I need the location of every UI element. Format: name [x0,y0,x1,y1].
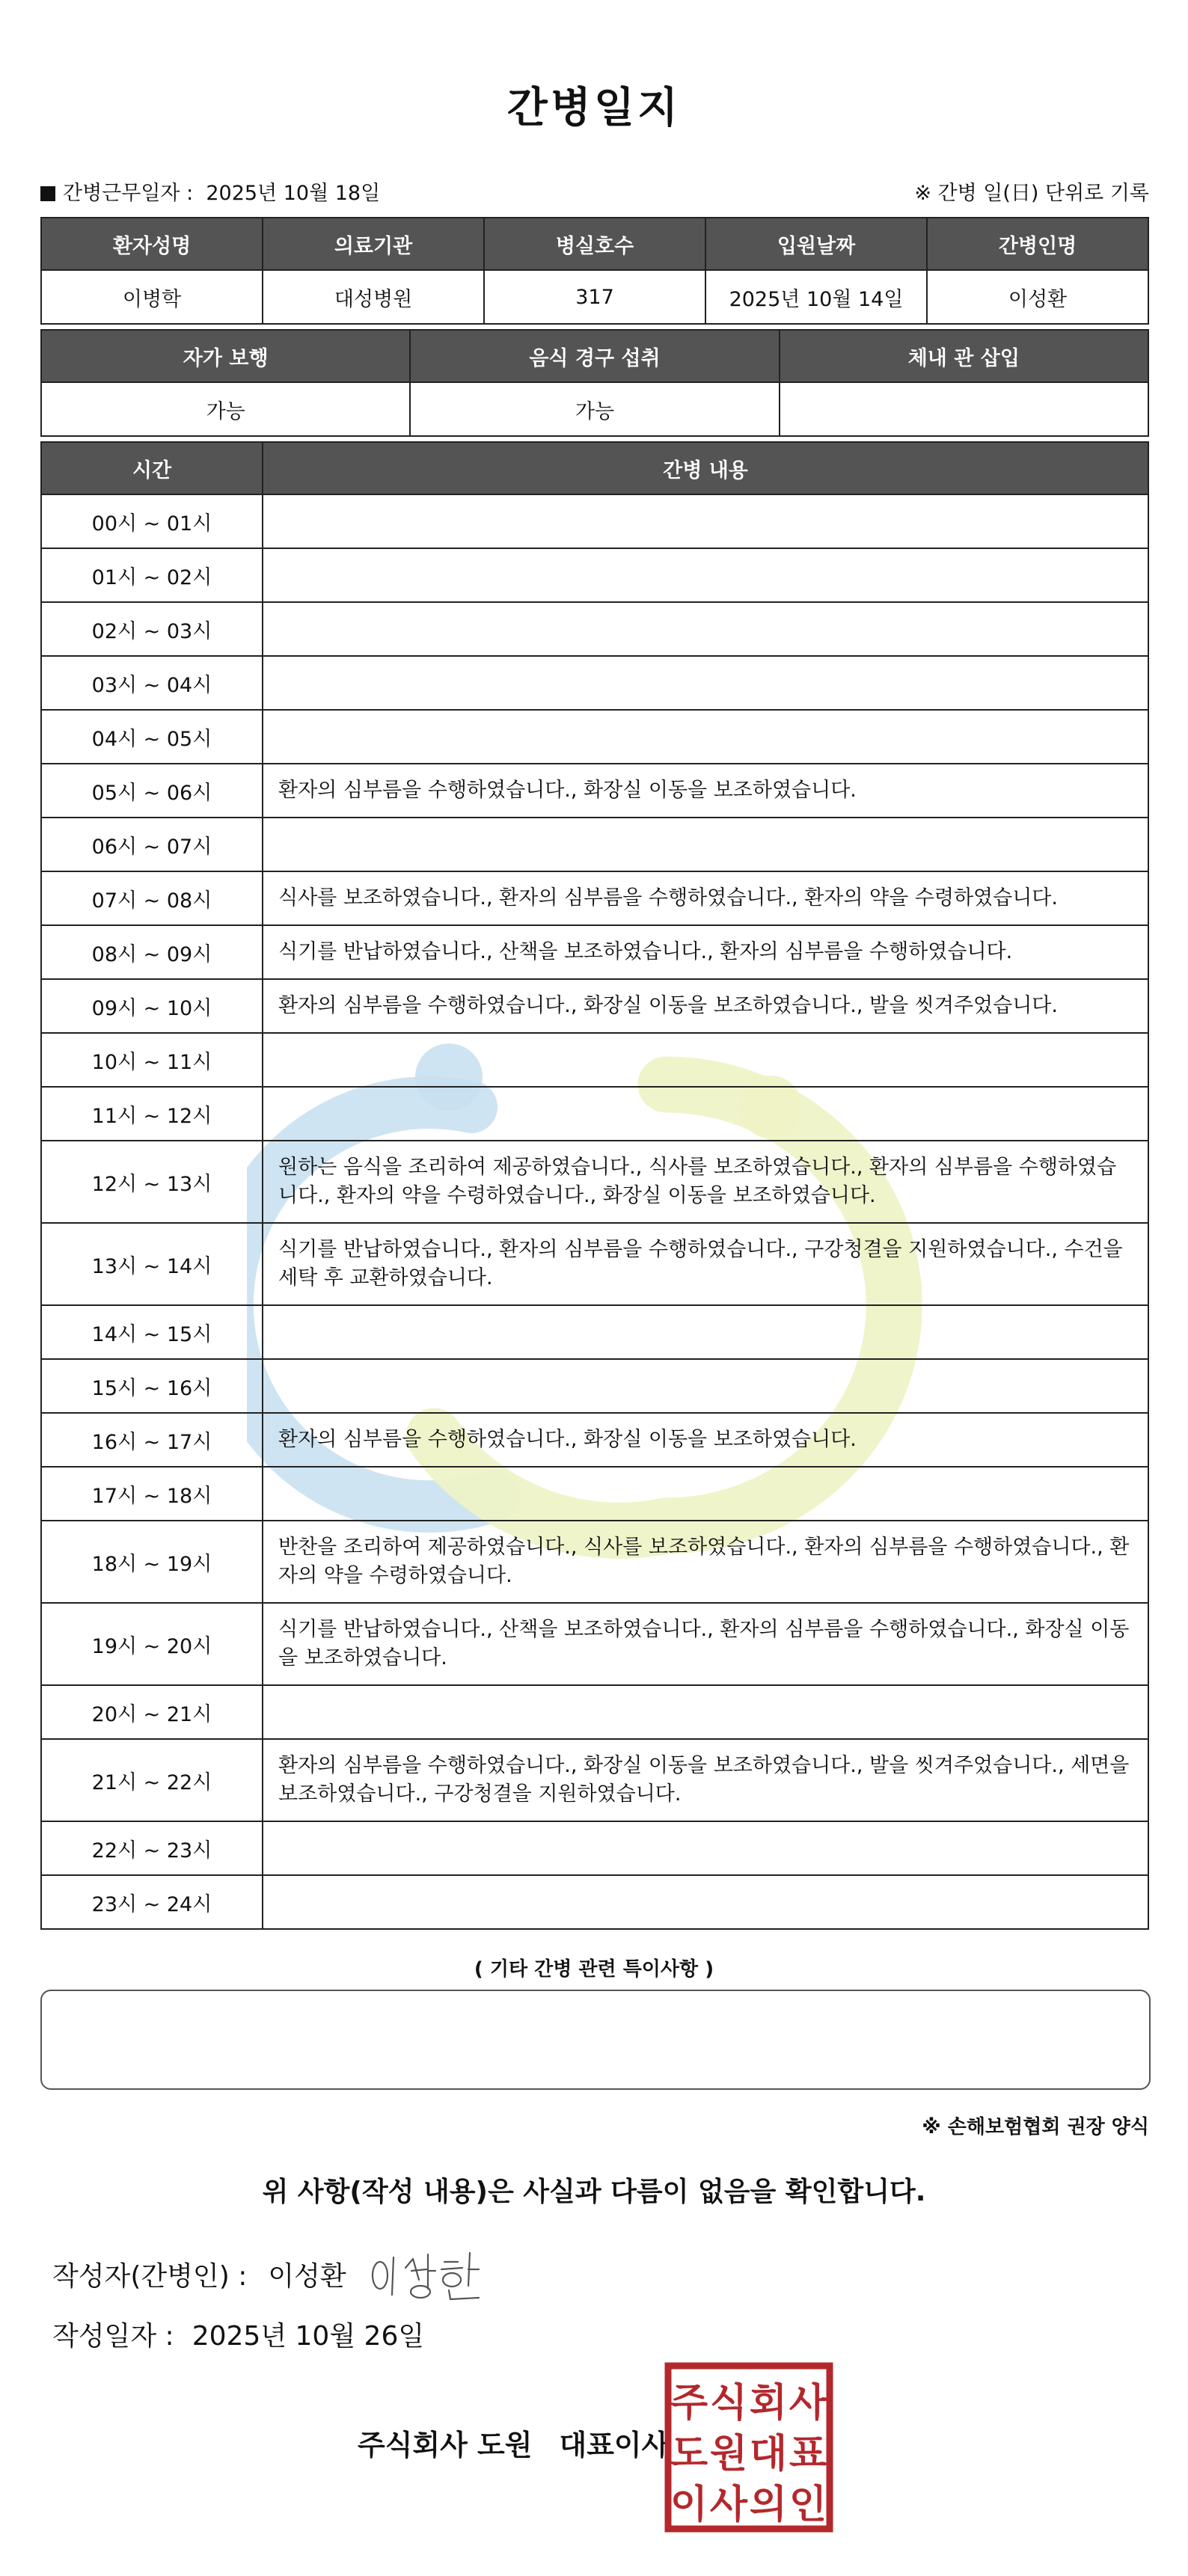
header-caregiver-name: 간병인명 [927,218,1148,270]
company-line [358,2422,669,2463]
row-care-content[interactable]: 환자의 심부름을 수행하였습니다., 화장실 이동을 보조하였습니다. [263,764,1148,818]
seal-character: 주 [670,2381,708,2426]
record-unit-note: ※ 간병 일(日) 단위로 기록 [914,182,1149,205]
company-name: 주식회사 도원 [358,2429,533,2462]
seal-character: 사 [709,2483,748,2527]
table-row [41,1223,1148,1305]
seal-character: 회 [749,2381,788,2426]
writer-label: 작성자(간병인) : [52,2261,248,2292]
table-row [41,1521,1148,1603]
table-row [41,979,1148,1033]
row-time: 15시 ~ 16시 [41,1359,263,1413]
row-time: 11시 ~ 12시 [41,1087,263,1141]
seal-character: 원 [709,2432,748,2477]
standard-form-note: ※ 손해보험협회 권장 양식 [922,2116,1149,2138]
patient-name: 이병학 [41,270,263,324]
row-time: 00시 ~ 01시 [41,494,263,548]
row-care-content[interactable]: 환자의 심부름을 수행하였습니다., 화장실 이동을 보조하였습니다., 발을 씻겨주었습니다. [263,979,1148,1033]
header-room-number: 병실호수 [484,218,705,270]
row-care-content[interactable] [263,818,1148,871]
row-care-content[interactable] [263,1087,1148,1141]
header-admission-date: 입원날짜 [705,218,927,270]
bullet-square-icon [40,186,55,201]
table-row [41,656,1148,710]
row-care-content[interactable] [263,494,1148,548]
table-row [41,1685,1148,1739]
header-oral-intake: 음식 경구 섭취 [410,330,779,382]
written-date-value: 2025년 10월 26일 [192,2321,425,2352]
row-time: 14시 ~ 15시 [41,1305,263,1359]
table-row [41,710,1148,764]
writer-name: 이성환 [268,2261,346,2292]
row-care-content[interactable] [263,1359,1148,1413]
writer-line [52,2255,346,2293]
patient-info-table [40,217,1149,325]
row-care-content[interactable] [263,710,1148,764]
row-time: 01시 ~ 02시 [41,548,263,602]
room-number: 317 [484,270,705,324]
table-row [41,1305,1148,1359]
table-row [41,764,1148,818]
row-care-content[interactable]: 식기를 반납하였습니다., 산책을 보조하였습니다., 환자의 심부름을 수행하였습니다. [263,925,1148,979]
table-row [41,1141,1148,1223]
page-title: 간병일지 [506,84,682,132]
table-row [41,818,1148,871]
seal-character: 이 [670,2483,708,2527]
table-row [41,1821,1148,1875]
written-date-label: 작성일자 : [52,2321,174,2352]
self-walking: 가능 [41,382,410,436]
work-date-value: 2025년 10월 18일 [206,182,381,205]
row-care-content[interactable] [263,1033,1148,1087]
seal-character: 사 [789,2381,827,2426]
handwritten-signature [367,2236,494,2304]
table-row [41,494,1148,548]
table-row [41,1033,1148,1087]
header-patient-name: 환자성명 [41,218,263,270]
seal-character: 도 [670,2432,708,2477]
row-time: 03시 ~ 04시 [41,656,263,710]
log-rows [41,494,1148,1929]
row-care-content[interactable] [263,656,1148,710]
row-time: 02시 ~ 03시 [41,602,263,656]
table-row [41,1739,1148,1821]
row-time: 23시 ~ 24시 [41,1875,263,1929]
row-time: 16시 ~ 17시 [41,1413,263,1467]
seal-character: 의 [749,2483,788,2527]
table-row [41,1467,1148,1521]
patient-status-table [40,329,1149,437]
tube-insertion [780,382,1148,436]
seal-character: 표 [789,2432,827,2477]
row-time: 10시 ~ 11시 [41,1033,263,1087]
row-time: 05시 ~ 06시 [41,764,263,818]
row-care-content[interactable]: 원하는 음식을 조리하여 제공하였습니다., 식사를 보조하였습니다., 환자의 심부름을 수행하였습니다., 환자의 약을 수령하였습니다., 화장실 이동을 보조하였습니다. [263,1141,1148,1223]
work-date [40,177,380,206]
row-care-content[interactable] [263,1467,1148,1521]
row-time: 19시 ~ 20시 [41,1603,263,1685]
header-time: 시간 [41,442,263,494]
row-time: 07시 ~ 08시 [41,871,263,925]
row-time: 20시 ~ 21시 [41,1685,263,1739]
row-care-content[interactable]: 식사를 보조하였습니다., 환자의 심부름을 수행하였습니다., 환자의 약을 수령하였습니다. [263,871,1148,925]
row-care-content[interactable]: 식기를 반납하였습니다., 환자의 심부름을 수행하였습니다., 구강청결을 지원하였습니다., 수건을 세탁 후 교환하였습니다. [263,1223,1148,1305]
company-title: 대표이사 [559,2429,670,2462]
caregiver-name: 이성환 [927,270,1148,324]
row-care-content[interactable] [263,1685,1148,1739]
row-care-content[interactable]: 식기를 반납하였습니다., 산책을 보조하였습니다., 환자의 심부름을 수행하였습니다., 화장실 이동을 보조하였습니다. [263,1603,1148,1685]
row-time: 12시 ~ 13시 [41,1141,263,1223]
row-time: 06시 ~ 07시 [41,818,263,871]
row-care-content[interactable] [263,1821,1148,1875]
seal-character: 대 [749,2432,788,2477]
row-care-content[interactable] [263,548,1148,602]
notes-caption: ( 기타 간병 관련 특이사항 ) [474,1958,714,1981]
header-self-walking: 자가 보행 [41,330,410,382]
oral-intake: 가능 [410,382,779,436]
row-time: 18시 ~ 19시 [41,1521,263,1603]
row-time: 04시 ~ 05시 [41,710,263,764]
confirmation-statement: 위 사항(작성 내용)은 사실과 다름이 없음을 확인합니다. [262,2177,926,2207]
row-time: 17시 ~ 18시 [41,1467,263,1521]
notes-box[interactable] [40,1990,1151,2090]
row-care-content[interactable]: 환자의 심부름을 수행하였습니다., 화장실 이동을 보조하였습니다. [263,1413,1148,1467]
admission-date: 2025년 10월 14일 [705,270,927,324]
written-date-line [52,2315,424,2353]
row-time: 22시 ~ 23시 [41,1821,263,1875]
seal-character: 식 [709,2381,748,2426]
table-row [41,1603,1148,1685]
table-row [41,1413,1148,1467]
table-row [41,871,1148,925]
row-care-content[interactable] [263,602,1148,656]
hospital: 대성병원 [263,270,484,324]
row-care-content[interactable]: 반찬을 조리하여 제공하였습니다., 식사를 보조하였습니다., 환자의 심부름을 수행하였습니다., 환자의 약을 수령하였습니다. [263,1521,1148,1603]
header-tube-insertion: 체내 관 삽입 [780,330,1148,382]
row-care-content[interactable] [263,1305,1148,1359]
row-time: 13시 ~ 14시 [41,1223,263,1305]
row-care-content[interactable] [263,1875,1148,1929]
work-date-label: 간병근무일자 : [63,182,194,205]
table-row [41,925,1148,979]
table-row [41,1875,1148,1929]
row-time: 21시 ~ 22시 [41,1739,263,1821]
hourly-care-log-table [40,441,1149,1930]
table-row [41,548,1148,602]
row-care-content[interactable]: 환자의 심부름을 수행하였습니다., 화장실 이동을 보조하였습니다., 발을 씻겨주었습니다., 세면을 보조하였습니다., 구강청결을 지원하였습니다. [263,1739,1148,1821]
table-row [41,1359,1148,1413]
seal-character: 인 [789,2483,827,2527]
table-row [41,1087,1148,1141]
table-row [41,602,1148,656]
header-care-content: 간병 내용 [263,442,1148,494]
row-time: 08시 ~ 09시 [41,925,263,979]
company-seal-stamp [664,2362,833,2533]
row-time: 09시 ~ 10시 [41,979,263,1033]
header-hospital: 의료기관 [263,218,484,270]
